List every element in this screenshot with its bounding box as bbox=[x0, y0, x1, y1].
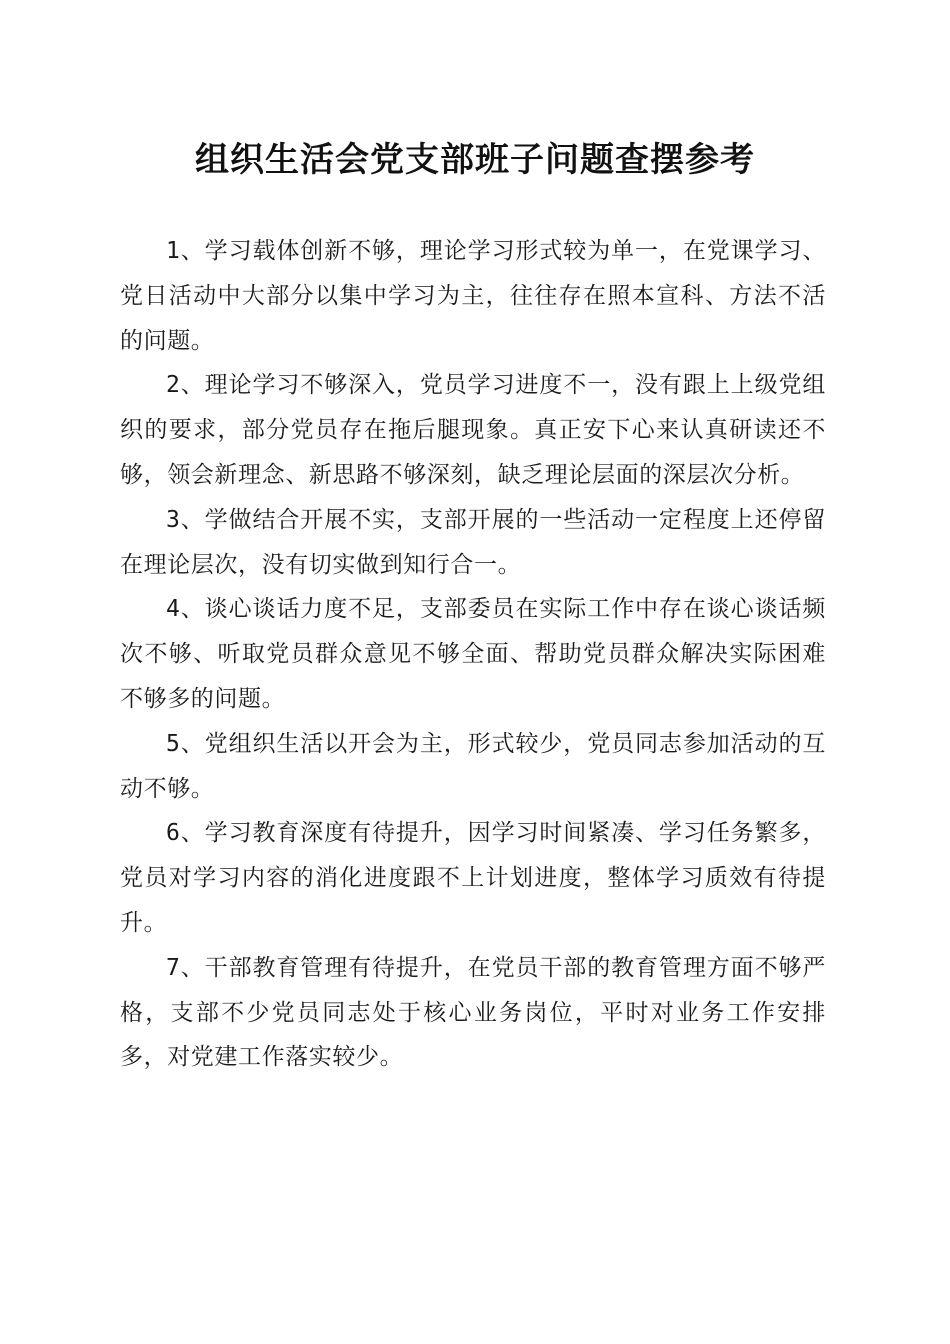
paragraph-5: 5、党组织生活以开会为主，形式较少，党员同志参加活动的互动不够。 bbox=[120, 730, 826, 802]
paragraph-1: 1、学习载体创新不够，理论学习形式较为单一，在党课学习、党日活动中大部分以集中学习为主，往往存在照本宣科、方法不活的问题。 bbox=[120, 238, 826, 354]
paragraph-2: 2、理论学习不够深入，党员学习进度不一，没有跟上上级党组织的要求，部分党员存在拖后腿现象。真正安下心来认真研读还不够，领会新理念、新思路不够深刻，缺乏理论层面的深层次分析。 bbox=[120, 372, 826, 488]
paragraph-3: 3、学做结合开展不实，支部开展的一些活动一定程度上还停留在理论层次，没有切实做到知行合一。 bbox=[120, 506, 826, 578]
paragraph-7: 7、干部教育管理有待提升，在党员干部的教育管理方面不够严格，支部不少党员同志处于核心业务岗位，平时对业务工作安排多，对党建工作落实较少。 bbox=[120, 954, 826, 1071]
document-body bbox=[120, 229, 826, 1080]
paragraph-6: 6、学习教育深度有待提升，因学习时间紧凑、学习任务繁多，党员对学习内容的消化进度跟不上计划进度，整体学习质效有待提升。 bbox=[120, 820, 826, 936]
paragraph-4: 4、谈心谈话力度不足，支部委员在实际工作中存在谈心谈话频次不够、听取党员群众意见不够全面、帮助党员群众解决实际困难不够多的问题。 bbox=[120, 596, 826, 712]
document-title: 组织生活会党支部班子问题查摆参考 bbox=[195, 140, 755, 180]
